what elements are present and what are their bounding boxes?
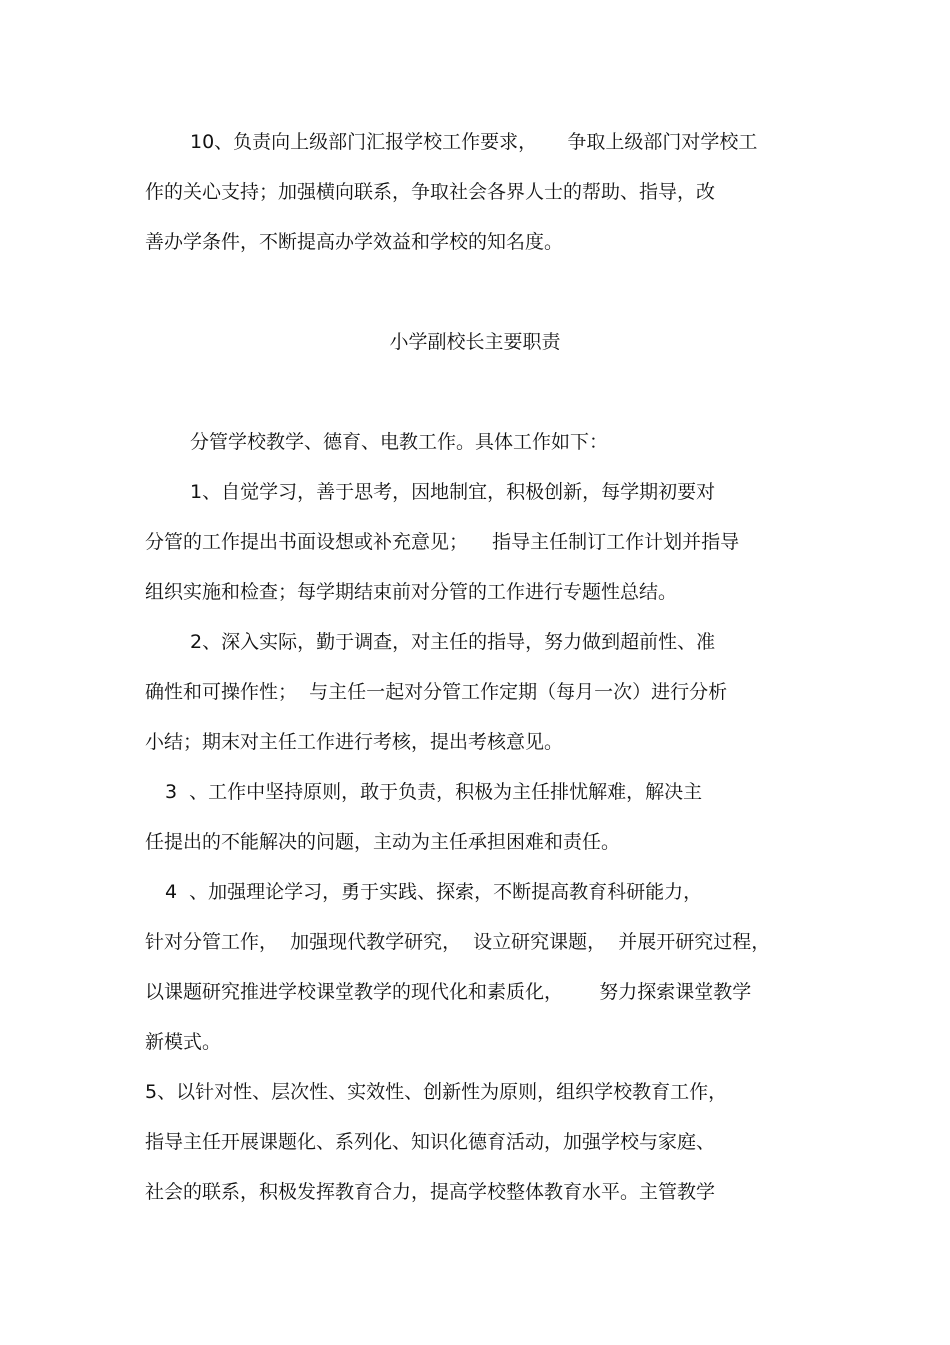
text-line-2: 作的关心支持；加强横向联系，争取社会各界人士的帮助、指导，改 <box>145 181 716 203</box>
text-line-9: 确性和可操作性； 与主任一起对分管工作定期（每月一次）进行分析 <box>145 681 728 703</box>
text-line-17: 5、以针对性、层次性、实效性、创新性为原则，组织学校教育工作， <box>145 1081 728 1103</box>
text-line-14: 针对分管工作， 加强现代教学研究， 设立研究课题， 并展开研究过程， <box>145 931 771 953</box>
text-line-3: 善办学条件，不断提高办学效益和学校的知名度。 <box>145 231 564 253</box>
text-line-10: 小结；期末对主任工作进行考核，提出考核意见。 <box>145 731 564 753</box>
section-title: 小学副校长主要职责 <box>389 331 561 353</box>
text-line-4: 分管学校教学、德育、电教工作。具体工作如下： <box>190 431 609 453</box>
text-line-18: 指导主任开展课题化、系列化、知识化德育活动，加强学校与家庭、 <box>145 1131 716 1153</box>
text-line-7: 组织实施和检查；每学期结束前对分管的工作进行专题性总结。 <box>145 581 678 603</box>
text-line-13: 4 、加强理论学习，勇于实践、探索，不断提高教育科研能力， <box>165 881 703 903</box>
text-line-5: 1、自觉学习，善于思考，因地制宜，积极创新，每学期初要对 <box>190 481 716 503</box>
text-line-1: 10、负责向上级部门汇报学校工作要求， 争取上级部门对学校工 <box>190 131 758 153</box>
text-line-16: 新模式。 <box>145 1031 222 1053</box>
text-line-11: 3 、工作中坚持原则，敢于负责，积极为主任排忧解难，解决主 <box>165 781 703 803</box>
text-line-15: 以课题研究推进学校课堂教学的现代化和素质化， 努力探索课堂教学 <box>145 981 752 1003</box>
text-line-6: 分管的工作提出书面设想或补充意见； 指导主任制订工作计划并指导 <box>145 531 740 553</box>
text-line-19: 社会的联系，积极发挥教育合力，提高学校整体教育水平。主管教学 <box>145 1181 716 1203</box>
text-line-8: 2、深入实际，勤于调查，对主任的指导，努力做到超前性、准 <box>190 631 716 653</box>
text-line-12: 任提出的不能解决的问题，主动为主任承担困难和责任。 <box>145 831 621 853</box>
